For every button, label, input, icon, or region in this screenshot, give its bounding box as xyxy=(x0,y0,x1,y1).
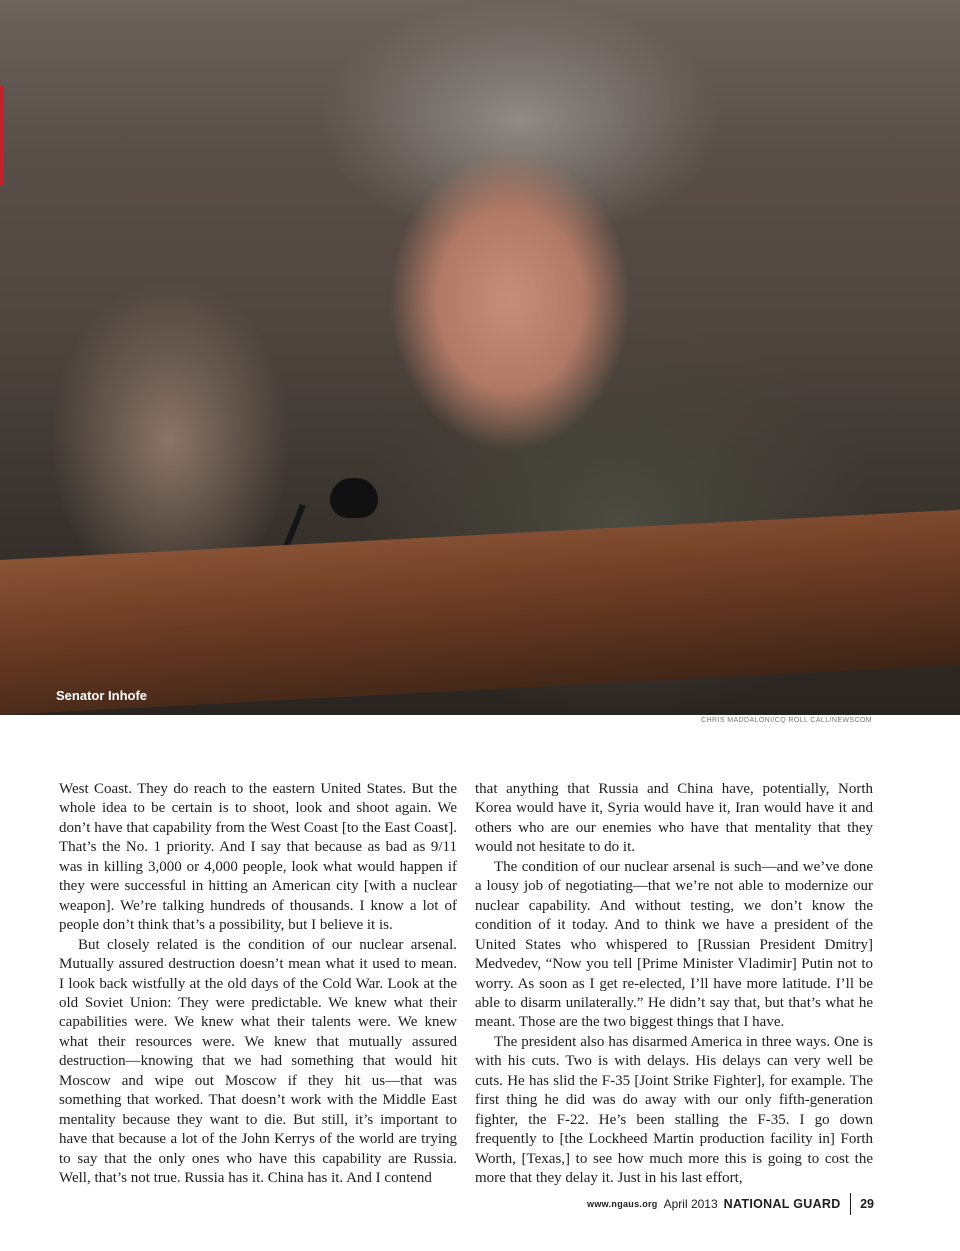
page-number: 29 xyxy=(860,1197,874,1211)
page-footer xyxy=(587,1193,874,1215)
wooden-desk xyxy=(0,510,960,715)
paragraph: that anything that Russia and China have, potentially, North Korea would have it, Syria would have it, Iran would have it and others who are our enemies who have that mentality that they would not hesitate to do it. xyxy=(475,781,873,856)
paragraph: The condition of our nuclear arsenal is such—and we’ve done a lousy job of negotiating—that we’re not able to modernize our nuclear capability. And without testing, we don’t know the condition of it today. And to think we have a president of the United States who whispered to [Russian President Dmitry] Medvedev, “Now you tell [Prime Minister Vladimir] Putin not to worry. As soon as I get re-elected, I’ll have more latitude. I’ll be able to disarm unilaterally.” He didn’t say that, but that’s what he meant. Those are the two biggest things that I have. xyxy=(475,858,873,1031)
article-right-column xyxy=(475,780,873,1189)
footer-url: www.ngaus.org xyxy=(587,1199,658,1209)
footer-date: April 2013 xyxy=(663,1197,718,1211)
footer-divider xyxy=(850,1193,852,1215)
photo-caption: Senator Inhofe xyxy=(56,688,148,703)
magazine-name: NATIONAL GUARD xyxy=(723,1197,841,1211)
article-left-column xyxy=(59,780,457,1189)
paragraph: West Coast. They do reach to the eastern United States. But the whole idea to be certain is to shoot, look and shoot again. We don’t have that capability from the West Coast [to the East Coast]. That’s the No. 1 priority. And I say that because as bad as 9/11 was in killing 3,000 or 4,000 people, look what would happen if they were successful in hitting an American city [with a nuclear weapon]. We’re talking hundreds of thousands. I know a lot of people don’t think that’s a possibility, but I believe it is. xyxy=(59,781,457,934)
paragraph: But closely related is the condition of our nuclear arsenal. Mutually assured destruction doesn’t mean what it used to mean. I look back wistfully at the old days of the Cold War. Look at the old Soviet Union: They were predictable. We knew what their capabilities were. We knew what their talents were. We knew what their resources were. We knew that mutually assured destruction—knowing that we had something that would hit Moscow and wipe out Moscow if they hit us—that was something that worked. That doesn’t work with the Middle East mentality because they want to die. But still, it’s important to have that because a lot of the John Kerrys of the world are trying to say that the only ones who have this capability are Russia. Well, that’s not true. Russia has it. China has it. And I contend xyxy=(59,936,457,1187)
photo-credit: CHRIS MADDALONI/CQ ROLL CALL/NEWSCOM xyxy=(701,717,872,724)
microphone xyxy=(330,478,378,518)
red-accent-bar xyxy=(0,85,4,185)
paragraph: The president also has disarmed America in three ways. One is with his cuts. Two is with delays. His delays can very well be cuts. He has slid the F-35 [Joint Strike Fighter], for example. The first thing he did was do away with our only fifth-generation fighter, the F-22. He’s been stalling the F-35. I go down frequently to [the Lockheed Martin production facility in] Forth Worth, [Texas,] to see how much more this is going to cost the more that they delay it. Just in his last effort, xyxy=(475,1033,873,1187)
